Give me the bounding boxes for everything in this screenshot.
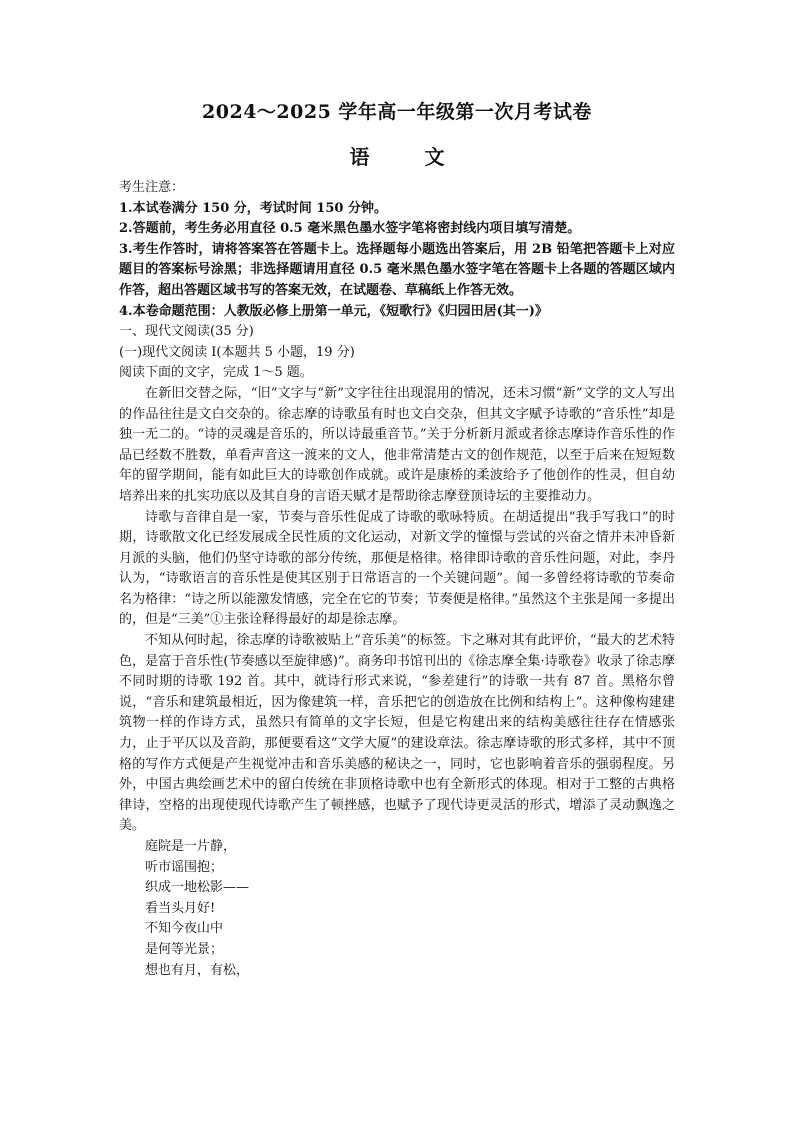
- section-block: [119, 322, 675, 384]
- exam-page: [119, 100, 675, 981]
- poem-line: 织成一地松影——: [145, 880, 250, 896]
- passage-paragraph: 在新旧交替之际，“旧”文字与“新”文字往往出现混用的情况，还未习惯“新”文学的文人写出的作品往往是文白交杂的。徐志摩的诗歌虽有时也文白交杂，但其文字赋予诗歌的“音乐性”却是独一无二的。“诗的灵魂是音乐的，所以诗最重音节。”关于分析新月派或者徐志摩诗作音乐性的作品已经数不胜数，单看声音这一渡来的文人，他非常清楚古文的创作规范，以至于后来在短短数年的留学期间，能有如此巨大的诗歌创作成就。或许是康桥的柔波给予了他创作的性灵，但自幼培养出来的扎实功底以及其自身的言语天赋才是帮助徐志摩登顶诗坛的主要推动力。: [119, 385, 675, 504]
- poem-line: 听市谣围抱；: [145, 859, 224, 875]
- poem-line: 不知今夜山中: [145, 921, 224, 937]
- passage-paragraph: 诗歌与音律自是一家，节奏与音乐性促成了诗歌的歌咏特质。在胡适提出“我手写我口”的时期，诗歌散文化已经发展成全民性质的文化运动，对新文学的憧憬与尝试的兴奋之情并未冲昏新月派的头脑，他们仍坚守诗歌的部分传统，那便是格律。格律即诗歌的音乐性问题，对此，李丹认为，“诗歌语言的音乐性是使其区别于日常语言的一个关键问题”。闻一多曾经将诗歌的节奏命名为格律：“诗之所以能激发情感，完全在它的节奏；节奏便是格律。”虽然这个主张是闻一多提出的，但是“三美”①主张诠释得最好的却是徐志摩。: [119, 509, 675, 628]
- poem-line: 看当头月好!: [145, 900, 216, 916]
- notice-item: 4.本卷命题范围：人教版必修上册第一单元，《短歌行》《归园田居(其一)》: [119, 303, 548, 319]
- passage-paragraph: 不知从何时起，徐志摩的诗歌被贴上“音乐美”的标签。卞之琳对其有此评价，“最大的艺术特色，是富于音乐性(节奏感以至旋律感)”。商务印书馆刊出的《徐志摩全集·诗歌卷》收录了徐志摩不同时期的诗歌 192 首。其中，就诗行形式来说，“参差建行”的诗歌一共有 87 首。黑格尔曾说，“音乐和建筑最相近，因为像建筑一样，音乐把它的创造放在比例和结构上”。这种像构建建筑物一样的作诗方式，虽然只有简单的文字长短，但是它构建出来的结构美感往往存在情感张力，止于平仄以及音韵，那便要看这“文学大厦”的建设章法。徐志摩诗歌的形式多样，其中不顶格的写作方式便是产生视觉冲击和音乐美感的秘诀之一，同时，它也影响着音乐的强弱程度。另外，中国古典绘画艺术中的留白传统在非顶格诗歌中也有全新形式的体现。相对于工整的古典格律诗，空格的出现使现代诗歌产生了顿挫感，也赋予了现代诗更灵活的形式，增添了灵动飘逸之美。: [119, 633, 675, 834]
- notice-item: 1.本试卷满分 150 分，考试时间 150 分钟。: [119, 200, 387, 216]
- notice-item: 2.答题前，考生务必用直径 0.5 毫米黑色墨水签字笔将密封线内项目填写清楚。: [119, 221, 581, 237]
- reading-passage: [119, 384, 675, 837]
- notice-heading: 考生注意：: [119, 180, 185, 195]
- poem-line: 是何等光景；: [145, 941, 224, 957]
- section-heading: 一、现代文阅读(35 分): [119, 324, 254, 340]
- subject-title: 语 文: [349, 145, 469, 169]
- poem-line: 想也有月，有松，: [145, 962, 250, 978]
- reading-instruction: 阅读下面的文字，完成 1～5 题。: [119, 365, 313, 381]
- exam-title: 2024～2025 学年高一年级第一次月考试卷: [202, 101, 592, 123]
- poem-line: 庭院是一片静，: [145, 839, 237, 854]
- poem-excerpt: [119, 837, 675, 981]
- notice-block: [119, 178, 675, 322]
- section-subheading: (一)现代文阅读 I(本题共 5 小题，19 分): [119, 344, 355, 360]
- notice-item: 3.考生作答时，请将答案答在答题卡上。选择题每小题选出答案后，用 2B 铅笔把答题卡上对应题目的答案标号涂黑；非选择题请用直径 0.5 毫米黑色墨水签字笔在答题卡上各题的答题区域内作答，超出答题区域书写的答案无效，在试题卷、草稿纸上作答无效。: [119, 241, 675, 298]
